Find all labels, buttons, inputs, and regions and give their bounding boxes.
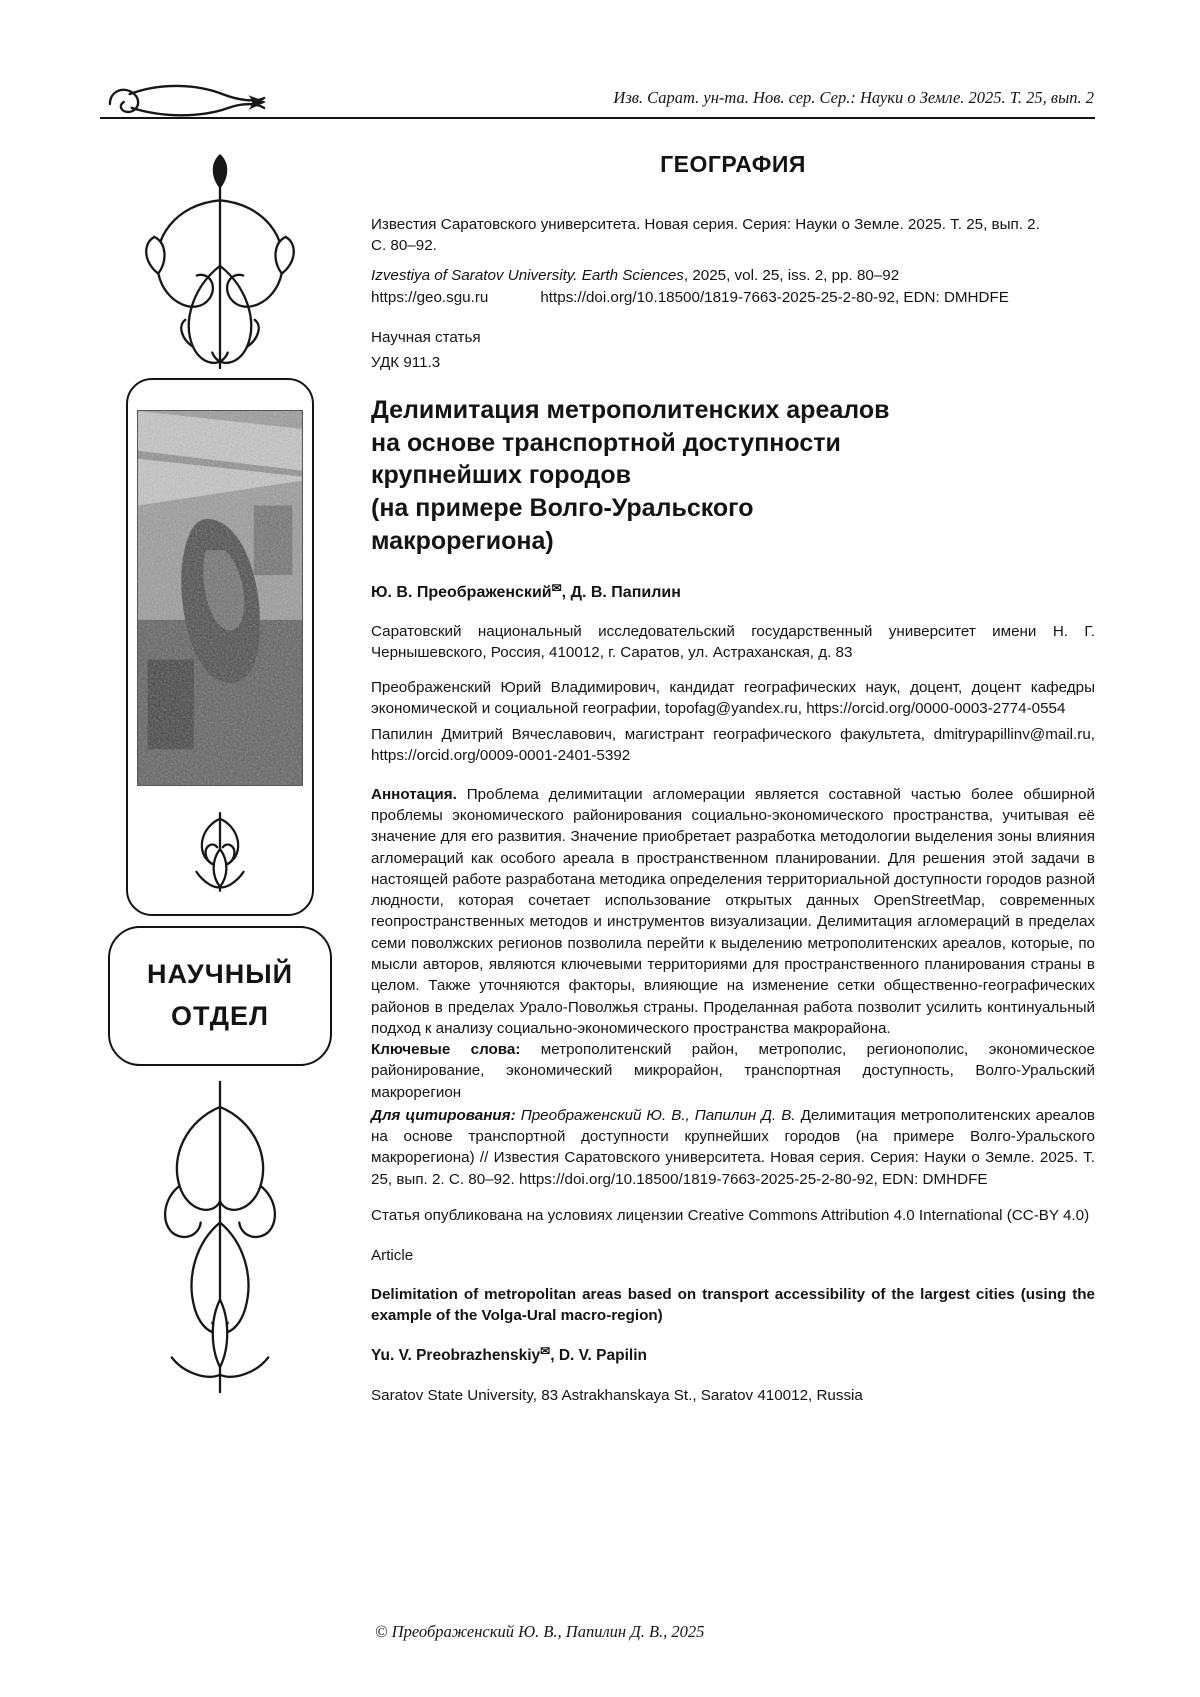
journal-site-link[interactable]: https://geo.sgu.ru — [371, 289, 489, 307]
source-line-ru: Известия Саратовского университета. Новая серия. Серия: Науки о Земле. 2025. Т. 25, вып. 2. С. 80–92. — [371, 216, 1040, 255]
keywords — [371, 1039, 1095, 1103]
article-type-ru: Научная статья — [371, 329, 481, 347]
citation-authors: Преображенский Ю. В., Папилин Д. В. — [520, 1106, 796, 1124]
art-nouveau-small-ornament-icon — [168, 802, 272, 900]
article-title-en: Delimitation of metropolitan areas based on transport accessibility of the largest cities (using the example of the Volga-Ural macro-region) — [371, 1285, 1095, 1324]
affiliation-ru: Саратовский национальный исследовательский государственный университет имени Н. Г. Чернышевского, Россия, 410012, г. Саратов, ул. Астраханская, д. 83 — [371, 623, 1095, 662]
udk-code: УДК 911.3 — [371, 353, 441, 371]
url-line — [371, 287, 1095, 308]
science-department-line1: НАУЧНЫЙ — [146, 959, 294, 990]
title-line: Делимитация метрополитенских ареалов — [371, 395, 890, 424]
author-bio-2: Папилин Дмитрий Вячеславович, магистрант географического факультета, dmitrypapillinv@mail.ru, https://orcid.org/0009-0001-2401-5392 — [371, 726, 1095, 765]
source-en-journal: Izvestiya of Saratov University. Earth Sciences — [371, 266, 684, 284]
science-department-box — [108, 926, 332, 1066]
corresponding-author-icon: ✉ — [540, 1344, 551, 1359]
section-heading: ГЕОГРАФИЯ — [660, 151, 806, 177]
author-bio-1: Преображенский Юрий Владимирович, кандидат географических наук, доцент, доцент кафедры экономической и социальной географии, topofag@yandex.ru, https://orcid.org/0000-0003-2774-0554 — [371, 678, 1095, 717]
copyright-line: © Преображенский Ю. В., Папилин Д. В., 2025 — [375, 1622, 705, 1641]
citation-label: Для цитирования: — [371, 1106, 516, 1124]
title-line: на основе транспортной доступности — [371, 428, 841, 457]
corresponding-author-icon: ✉ — [551, 580, 562, 595]
keywords-label: Ключевые слова: — [371, 1041, 521, 1059]
affiliation-en: Saratov State University, 83 Astrakhanskaya St., Saratov 410012, Russia — [371, 1386, 863, 1404]
abstract-label: Аннотация. — [371, 785, 457, 803]
article-main-column — [371, 146, 1095, 1406]
sidebar-ornament-column — [106, 146, 334, 1402]
author-en-2: , D. V. Papilin — [550, 1347, 647, 1365]
article-type-en: Article — [371, 1247, 414, 1265]
abstract — [371, 784, 1095, 1039]
running-head: Изв. Сарат. ун-та. Нов. сер. Сер.: Науки о Земле. 2025. Т. 25, вып. 2 — [613, 88, 1094, 107]
citation-text: Делимитация метрополитенских ареалов на основе транспортной доступности крупнейших городов (на примере Волго-Уральского макрорегиона) // Известия Саратовского университета. Новая серия. Серия: Науки о Земле. 2025. Т. 25, вып. 2. С. 80–92. https://doi.org/10.18500/1819-7663-2025-25-2-80-92, EDN: DMHDFE — [371, 1106, 1095, 1188]
source-line-en — [371, 265, 1095, 286]
doi-link[interactable]: https://doi.org/10.18500/1819-7663-2025-25-2-80-92, EDN: DMHDFE — [540, 289, 1009, 307]
author-ru-1: Ю. В. Преображенский — [371, 583, 552, 601]
keywords-text: метрополитенский район, метрополис, регионополис, экономическое районирование, экономический микрорайон, транспортная доступность, Волго-Уральский макрорегион — [371, 1041, 1095, 1101]
art-nouveau-bottom-ornament-icon — [114, 1072, 326, 1402]
sidebar-photo — [137, 410, 303, 786]
title-line: макрорегиона) — [371, 526, 554, 555]
authors-en — [371, 1343, 1095, 1367]
abstract-text: Проблема делимитации агломерации является составной частью более обширной проблемы экономического районирования социально-экономического пространства, учитывая её значение для его развития. Значение приобретает разработка методологии выделения зоны влияния агломераций как особого ареала в пространственном планировании. Для решения этой задачи в настоящей работе разработана методика определения территориальной доступности городов разной людности, которая сочетает использование открытых данных OpenStreetMap, современных геопространственных методов и инструментов визуализации. Делимитация агломераций в пределах семи поволжских регионов позволила перейти к выделению метрополитенских ареалов, которые, по мысли авторов, являются ключевыми территориями для пространственного планирования страны в целом. Также уточняются факторы, влияющие на изменение сетки общественно-географических районов в пределах Урало-Поволжья страны. Проделанная работа позволит усилить континуальный подход к анализу социально-экономического пространства макрорайона. — [371, 785, 1095, 1037]
license-note: Статья опубликована на условиях лицензии Creative Commons Attribution 4.0 International (CC-BY 4.0) — [371, 1207, 1090, 1225]
sidebar-photo-frame — [126, 378, 314, 916]
source-en-rest: , 2025, vol. 25, iss. 2, pp. 80–92 — [683, 266, 900, 284]
science-department-line2: ОТДЕЛ — [170, 1001, 269, 1031]
article-title-ru — [371, 394, 1095, 558]
title-line: крупнейших городов — [371, 461, 631, 490]
author-en-1: Yu. V. Preobrazhenskiy — [371, 1347, 541, 1365]
header-rule — [100, 117, 1095, 119]
authors-ru — [371, 580, 1095, 604]
title-line: (на примере Волго-Уральского — [371, 494, 754, 523]
art-nouveau-top-ornament-icon — [114, 146, 326, 378]
author-ru-2: , Д. В. Папилин — [561, 583, 681, 601]
citation — [371, 1105, 1095, 1190]
